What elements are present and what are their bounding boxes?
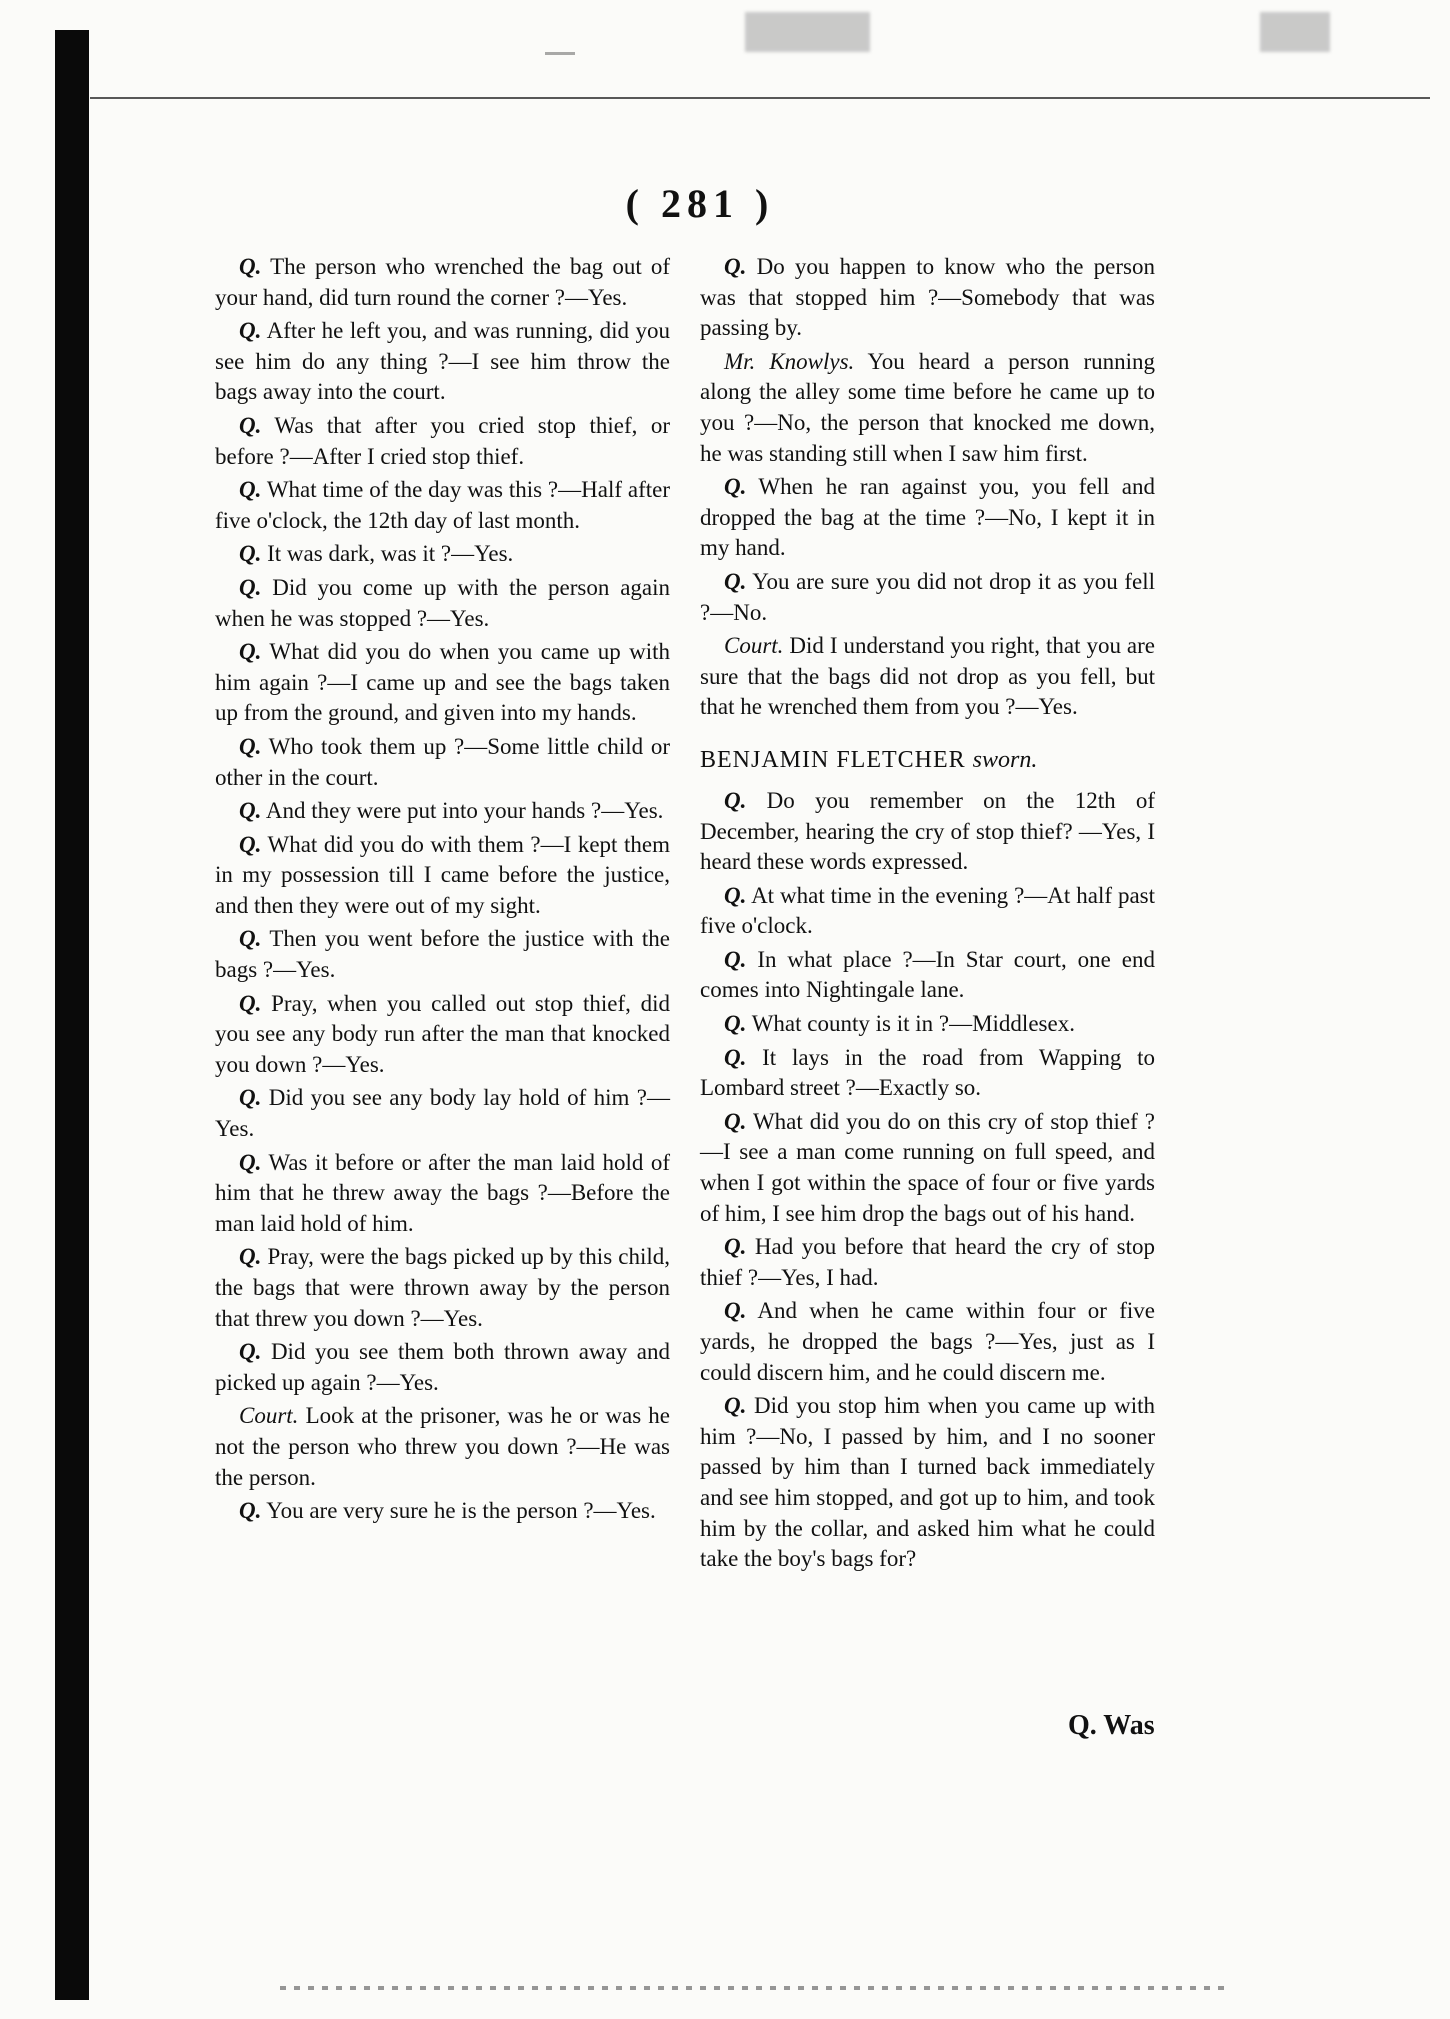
testimony-paragraph [215, 830, 670, 922]
testimony-paragraph [215, 1148, 670, 1240]
testimony-paragraph [700, 1009, 1155, 1040]
testimony-paragraph [700, 881, 1155, 942]
question-mark: Q. [239, 639, 262, 665]
testimony-text: When he ran against you, you fell and dropped the bag at the time ?—No, I kept it in my hand. [700, 474, 1155, 561]
testimony-paragraph [700, 1232, 1155, 1293]
library-stamp-right [1260, 12, 1330, 52]
testimony-paragraph [215, 1242, 670, 1334]
witness-name: BENJAMIN FLETCHER [700, 746, 966, 773]
question-mark: Q. [724, 254, 747, 279]
testimony-text: Was it before or after the man laid hold of him that he threw away the bags ?—Before the man laid hold of him. [215, 1149, 671, 1236]
testimony-text: The person who wrenched the bag out of your hand, did turn round the corner ?—Yes. [215, 254, 671, 310]
testimony-text: After he left you, and was running, did you see him do any thing ?—I see him throw the bags away into the court. [215, 318, 670, 405]
question-mark: Q. [239, 926, 262, 952]
testimony-paragraph [215, 1401, 670, 1493]
question-mark: Q. [239, 254, 262, 279]
testimony-paragraph [215, 252, 670, 313]
testimony-text: What did you do when you came up with him again ?—I came up and see the bags taken up from the ground, and given into my hands. [215, 639, 671, 726]
testimony-text: Pray, were the bags picked up by this child, the bags that were thrown away by the person that threw you down ?—Yes. [215, 1244, 670, 1331]
testimony-text: What did you do with them ?—I kept them in my possession till I came before the justice, and then they were out of my sight. [215, 831, 670, 918]
testimony-text: Who took them up ?—Some little child or other in the court. [215, 733, 670, 790]
question-mark: Q. [724, 1044, 747, 1070]
testimony-paragraph [700, 347, 1155, 469]
question-mark: Q. [724, 1393, 747, 1419]
question-mark: Q. [724, 1108, 747, 1134]
testimony-text: Do you remember on the 12th of December, hearing the cry of stop thief? —Yes, I heard these words expressed. [700, 787, 1155, 875]
testimony-paragraph [215, 475, 670, 536]
testimony-text: And when he came within four or five yards, he dropped the bags ?—Yes, just as I could discern him, and he could discern me. [700, 1298, 1155, 1385]
speaker-label: Court. [239, 1403, 299, 1429]
library-stamp-left [745, 12, 870, 52]
testimony-paragraph [215, 411, 670, 472]
testimony-paragraph [700, 945, 1155, 1006]
speaker-label: Mr. Knowlys. [724, 348, 855, 374]
question-mark: Q. [239, 1149, 262, 1175]
testimony-text: It lays in the road from Wapping to Lombard street ?—Exactly so. [700, 1044, 1156, 1101]
question-mark: Q. [724, 568, 747, 594]
question-mark: Q. [724, 882, 747, 908]
testimony-text: Do you happen to know who the person was that stopped him ?—Somebody that was passing by. [700, 254, 1155, 341]
testimony-text: Did you see them both thrown away and picked up again ?—Yes. [215, 1339, 670, 1395]
speaker-label: Court. [724, 633, 784, 659]
testimony-text: In what place ?—In Star court, one end comes into Nightingale lane. [700, 946, 1156, 1003]
left-column [215, 252, 670, 1530]
testimony-paragraph [215, 1496, 670, 1527]
testimony-text: You are very sure he is the person ?—Yes. [266, 1498, 656, 1524]
book-binding-edge [55, 30, 89, 2000]
testimony-paragraph [215, 1083, 670, 1144]
testimony-text: At what time in the evening ?—At half past five o'clock. [700, 882, 1156, 939]
question-mark: Q. [239, 733, 262, 759]
testimony-paragraph [700, 472, 1155, 564]
question-mark: Q. [239, 1498, 262, 1524]
testimony-paragraph [700, 252, 1155, 344]
question-mark: Q. [724, 1298, 747, 1324]
testimony-text: You are sure you did not drop it as you fell ?—No. [700, 568, 1155, 625]
witness-heading [700, 747, 1155, 774]
question-mark: Q. [239, 831, 262, 857]
testimony-paragraph [215, 732, 670, 793]
question-mark: Q. [724, 474, 747, 500]
testimony-text: Did I understand you right, that you are sure that the bags did not drop as you fell, but that he wrenched them from you ?—Yes. [700, 633, 1155, 720]
testimony-paragraph [700, 567, 1155, 628]
question-mark: Q. [724, 1234, 747, 1260]
witness-status: sworn. [972, 746, 1038, 773]
testimony-text: You heard a person running along the alley some time before he came up to you ?—No, the person that knocked me down, he was standing still when I saw him first. [700, 348, 1155, 466]
testimony-text: Did you stop him when you came up with him ?—No, I passed by him, and I no sooner passed by him than I turned back immediately and see him stopped, and got up to him, and took him by the collar, and asked him what he could take the boy's bags for? [700, 1393, 1155, 1572]
question-mark: Q. [724, 787, 747, 813]
testimony-text: Pray, when you called out stop thief, did you see any body run after the man that knocked you down ?—Yes. [215, 990, 670, 1077]
testimony-paragraph [215, 316, 670, 408]
testimony-text: Did you see any body lay hold of him ?—Yes. [215, 1085, 670, 1142]
testimony-paragraph [700, 1043, 1155, 1104]
testimony-text: What did you do on this cry of stop thief ?—I see a man come running on full speed, and when I got within the space of four or five yards of him, I see him drop the bags out of his hand. [700, 1108, 1155, 1226]
testimony-text: Was that after you cried stop thief, or before ?—After I cried stop thief. [215, 412, 670, 469]
question-mark: Q. [239, 412, 262, 438]
testimony-text: What time of the day was this ?—Half after five o'clock, the 12th day of last month. [215, 477, 670, 533]
catchword: Q. Was [1068, 1710, 1155, 1741]
testimony-paragraph [700, 786, 1155, 878]
testimony-text: Had you before that heard the cry of stop thief ?—Yes, I had. [700, 1234, 1156, 1290]
testimony-paragraph [215, 1337, 670, 1398]
question-mark: Q. [239, 574, 262, 600]
right-column [700, 252, 1155, 1578]
question-mark: Q. [239, 477, 262, 503]
question-mark: Q. [239, 798, 262, 824]
testimony-paragraph [700, 1391, 1155, 1575]
testimony-paragraph [215, 637, 670, 729]
testimony-paragraph [700, 1296, 1155, 1388]
right-column-after [700, 786, 1155, 1575]
question-mark: Q. [239, 990, 262, 1016]
question-mark: Q. [724, 1011, 747, 1037]
question-mark: Q. [239, 1244, 262, 1270]
question-mark: Q. [239, 541, 262, 567]
question-mark: Q. [239, 1085, 262, 1111]
testimony-text: Then you went before the justice with the bags ?—Yes. [215, 926, 671, 983]
testimony-paragraph [700, 1107, 1155, 1229]
testimony-paragraph [700, 631, 1155, 723]
header-rule [90, 97, 1430, 99]
question-mark: Q. [724, 946, 747, 972]
question-mark: Q. [239, 1339, 262, 1365]
testimony-text: Did you come up with the person again when he was stopped ?—Yes. [215, 574, 671, 631]
testimony-paragraph [215, 796, 670, 827]
testimony-paragraph [215, 989, 670, 1081]
testimony-paragraph [215, 573, 670, 634]
right-column-before [700, 252, 1155, 723]
testimony-text: What county is it in ?—Middlesex. [751, 1011, 1075, 1037]
testimony-paragraph [215, 539, 670, 570]
testimony-text: And they were put into your hands ?—Yes. [265, 798, 664, 824]
testimony-text: Look at the prisoner, was he or was he not the person who threw you down ?—He was the person. [215, 1403, 671, 1490]
scan-smudge [545, 52, 575, 55]
question-mark: Q. [239, 318, 262, 344]
page-number: ( 281 ) [625, 181, 775, 226]
footer-scan-noise [280, 1986, 1230, 1990]
testimony-paragraph [215, 924, 670, 985]
testimony-text: It was dark, was it ?—Yes. [267, 541, 514, 567]
